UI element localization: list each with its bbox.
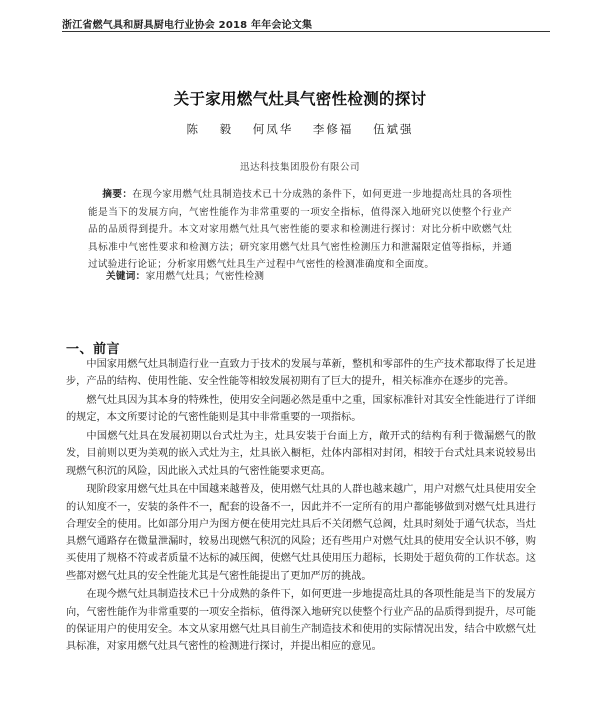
abstract-label: 摘要： [102,189,133,200]
abstract [88,186,512,274]
section-body [66,356,536,657]
body-paragraph: 在现今燃气灶具制造技术已十分成熟的条件下，如何更进一步地提高灶具的各项性能是当下的发展方向，气密性能作为非常重要的一项安全指标，值得深入地研究以使整个行业产品的品质得到提升，尽可能的保证用户的使用安全。本文从家用燃气灶具目前生产制造技术和使用的实际情况出发，结合中欧燃气灶具标准，对家用燃气灶具气密性的检测进行探讨，并提出相应的意见。 [66,589,536,653]
body-paragraph: 中国燃气灶具在发展初期以台式灶为主，灶具安装于台面上方，敞开式的结构有利于微漏燃气的散发，目前则以更为美观的嵌入式灶为主，灶具嵌入橱柜，灶体内部相对封闭，相较于台式灶具来说较易出现燃气积沉的风险，因此嵌入式灶具的气密性能要求更高。 [66,430,536,477]
author-name: 陈 毅 [186,122,234,136]
body-paragraph: 燃气灶具因为其本身的特殊性，使用安全问题必然是重中之重，国家标准针对其安全性能进行了详细的规定，本文所要讨论的气密性能则是其中非常重要的一项指标。 [66,394,536,424]
keywords-label: 关键词： [106,271,146,282]
section-heading: 一、前言 [66,342,121,357]
paper-title: 关于家用燃气灶具气密性检测的探讨 [173,90,427,108]
author-name: 伍斌强 [373,122,414,136]
abstract-text: 在现今家用燃气灶具制造技术已十分成熟的条件下，如何更进一步地提高灶具的各项性能是当下的发展方向，气密性能作为非常重要的一项安全指标，值得深入地研究以使整个行业产品的品质得到提升。本文对家用燃气灶具气密性能的要求和检测进行探讨：对比分析中欧燃气灶具标准中气密性要求和检测方法；研究家用燃气灶具气密性检测压力和泄漏限定值等指标，并通过试验进行论证；分析家用燃气灶具生产过程中气密性的检测准确度和全面度。 [88,189,512,271]
body-paragraph: 现阶段家用燃气灶具在中国越来越普及，使用燃气灶具的人群也越来越广，用户对燃气灶具使用安全的认知度不一，安装的条件不一，配套的设备不一，因此并不一定所有的用户都能够做到对燃气灶具进行合理安全的使用。比如部分用户为图方便在使用完灶具后不关闭燃气总阀，灶具时刻处于通气状态，当灶具燃气通路存在微量泄漏时，较易出现燃气积沉的风险；还有些用户对燃气灶具的使用安全认识不够，购买使用了规格不符或者质量不达标的减压阀，使燃气灶具使用压力超标，长期处于超负荷的工作状态。这些都对燃气灶具的安全性能尤其是气密性能提出了更加严厉的挑战。 [66,484,536,582]
body-paragraph: 中国家用燃气灶具制造行业一直致力于技术的发展与革新，整机和零部件的生产技术都取得了长足进步，产品的结构、使用性能、安全性能等相较发展初期有了巨大的提升，相关标准亦在逐步的完善。 [66,359,536,388]
author-name: 李修福 [312,122,354,136]
running-header: 浙江省燃气具和厨具厨电行业协会 2018 年年会论文集 [62,20,313,31]
affiliation: 迅达科技集团股份有限公司 [239,162,360,173]
header-divider [62,31,550,32]
author-list [0,121,600,137]
keywords [106,268,506,282]
author-name: 何凤华 [252,122,294,136]
keywords-text: 家用燃气灶具；气密性检测 [145,271,265,282]
